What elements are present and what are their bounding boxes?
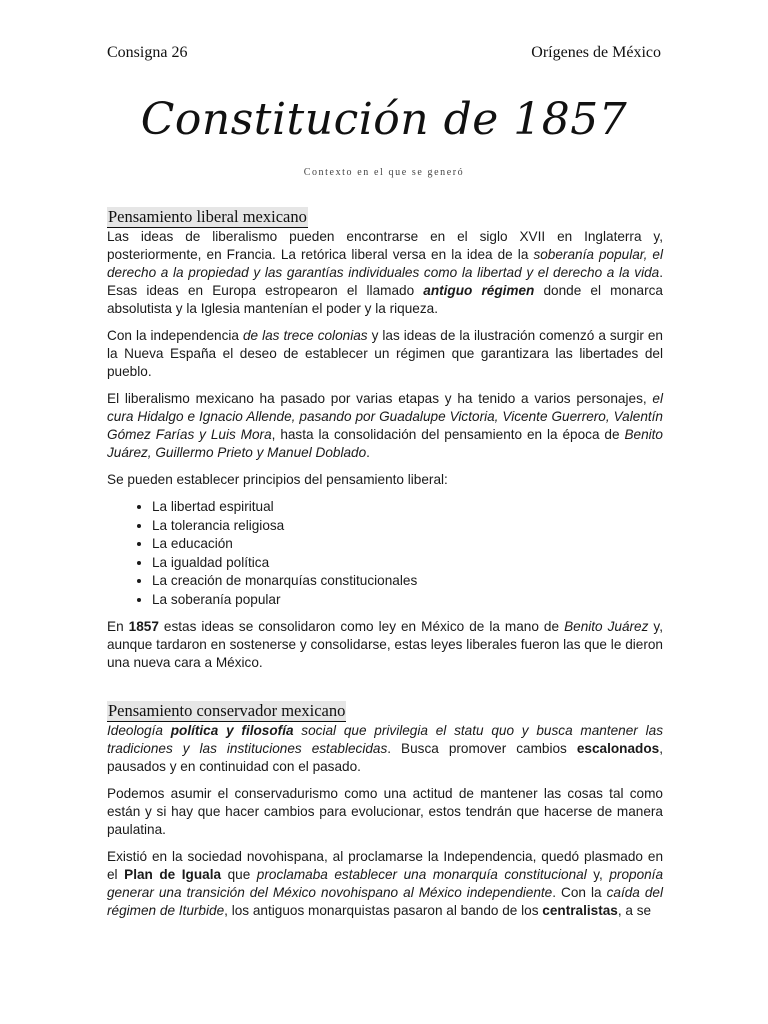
paragraph: Las ideas de liberalismo pueden encontrarse en el siglo XVII en Inglaterra y, posteriormente, en Francia. La retórica liberal versa en la idea de la soberanía popular, el derecho a la propiedad y las garantías individuales como la libertad y el derecho a la vida. Esas ideas en Europa estropearon el llamado antiguo régimen donde el monarca absolutista y la Iglesia mantenían el poder y la riqueza. bbox=[107, 229, 663, 316]
list-item: • La libertad espiritual bbox=[152, 498, 663, 517]
section-heading-liberal: Pensamiento liberal mexicano bbox=[108, 207, 307, 226]
section-heading-conservador: Pensamiento conservador mexicano bbox=[108, 701, 346, 720]
paragraph: Con la independencia de las trece colonias y las ideas de la ilustración comenzó a surgir en la Nueva España el deseo de establecer un régimen que garantizara las libertades del pueblo. bbox=[107, 328, 663, 379]
list-item: • La igualdad política bbox=[152, 554, 663, 573]
principles-list bbox=[107, 498, 663, 609]
document-title: Constitución de 1857 bbox=[140, 94, 628, 145]
document-subtitle: Contexto en el que se generó bbox=[303, 167, 465, 178]
list-item: • La soberanía popular bbox=[152, 591, 663, 610]
list-item: • La tolerancia religiosa bbox=[152, 517, 663, 536]
paragraph: Se pueden establecer principios del pensamiento liberal: bbox=[107, 472, 448, 487]
header-left: Consigna 26 bbox=[107, 44, 188, 61]
header-right: Orígenes de México bbox=[531, 44, 661, 61]
list-item: • La creación de monarquías constitucionales bbox=[152, 572, 663, 591]
paragraph: Ideología política y filosofía social que privilegia el statu quo y busca mantener las tradiciones y las instituciones establecidas. Busca promover cambios escalonados, pausados y en continuidad con el pasado. bbox=[107, 723, 663, 774]
page-header bbox=[107, 44, 661, 62]
paragraph: En 1857 estas ideas se consolidaron como ley en México de la mano de Benito Juárez y, aunque tardaron en sostenerse y consolidarse, estas leyes liberales fueron las que le dieron una nueva cara a México. bbox=[107, 619, 663, 670]
paragraph: Existió en la sociedad novohispana, al proclamarse la Independencia, quedó plasmado en el Plan de Iguala que proclamaba establecer una monarquía constitucional y, proponía generar una transición del México novohispano al México independiente. Con la caída del régimen de Iturbide, los antiguos monarquistas pasaron al bando de los centralistas, a se bbox=[107, 849, 664, 918]
paragraph: El liberalismo mexicano ha pasado por varias etapas y ha tenido a varios personajes, el cura Hidalgo e Ignacio Allende, pasando por Guadalupe Victoria, Vicente Guerrero, Valentín Gómez Farías y Luis Mora, hasta la consolidación del pensamiento en la época de Benito Juárez, Guillermo Prieto y Manuel Doblado. bbox=[107, 391, 663, 460]
list-item: • La educación bbox=[152, 535, 663, 554]
document-body bbox=[107, 207, 663, 929]
section-spacer bbox=[107, 681, 663, 701]
paragraph: Podemos asumir el conservadurismo como una actitud de mantener las cosas tal como están y si hay que hacer cambios para evolucionar, estos tendrán que hacerse de manera paulatina. bbox=[107, 786, 663, 837]
